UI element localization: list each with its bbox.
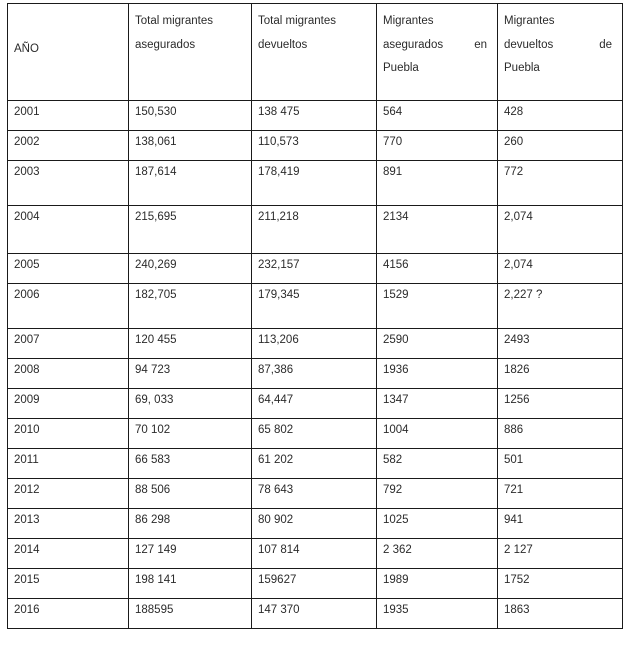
table-cell-total-asegurados: 70 102 [129, 418, 252, 448]
table-cell-puebla-devueltos: 428 [498, 101, 623, 131]
table-cell-puebla-asegurados: 4156 [377, 254, 498, 284]
table-cell-puebla-devueltos: 1752 [498, 568, 623, 598]
column-header-total-devueltos-line1: Total migrantes [258, 15, 336, 27]
column-header-total-asegurados-line2: asegurados [135, 38, 196, 51]
table-cell-total-devueltos: 211,218 [252, 205, 377, 254]
table-row [8, 358, 623, 388]
table-cell-year: 2006 [8, 284, 129, 329]
table-cell-puebla-devueltos: 772 [498, 161, 623, 206]
table-cell-puebla-devueltos: 501 [498, 448, 623, 478]
table-cell-total-devueltos: 138 475 [252, 101, 377, 131]
table-cell-total-devueltos: 110,573 [252, 131, 377, 161]
table-cell-year: 2014 [8, 538, 129, 568]
column-header-puebla-asegurados-line2: asegurados en [383, 38, 487, 51]
table-cell-puebla-devueltos: 1826 [498, 358, 623, 388]
table-row [8, 418, 623, 448]
table-cell-year: 2001 [8, 101, 129, 131]
table-cell-year: 2016 [8, 598, 129, 628]
table-cell-total-devueltos: 78 643 [252, 478, 377, 508]
column-header-puebla-devueltos-line3: Puebla [504, 62, 540, 75]
table-cell-total-asegurados: 127 149 [129, 538, 252, 568]
table-cell-total-asegurados: 86 298 [129, 508, 252, 538]
table-cell-year: 2009 [8, 388, 129, 418]
table-body [8, 101, 623, 629]
column-header-puebla-asegurados-line3: Puebla [383, 62, 419, 75]
table-cell-puebla-asegurados: 1936 [377, 358, 498, 388]
table-cell-puebla-asegurados: 891 [377, 161, 498, 206]
table-cell-total-asegurados: 150,530 [129, 101, 252, 131]
table-cell-total-devueltos: 113,206 [252, 328, 377, 358]
table-cell-total-devueltos: 107 814 [252, 538, 377, 568]
table-cell-puebla-asegurados: 564 [377, 101, 498, 131]
table-cell-puebla-asegurados: 1347 [377, 388, 498, 418]
table-cell-puebla-devueltos: 2,074 [498, 254, 623, 284]
table-cell-puebla-devueltos: 1256 [498, 388, 623, 418]
table-cell-total-devueltos: 64,447 [252, 388, 377, 418]
column-header-year-label: AÑO [14, 42, 39, 55]
table-cell-puebla-asegurados: 1935 [377, 598, 498, 628]
table-row [8, 478, 623, 508]
table-cell-total-devueltos: 179,345 [252, 284, 377, 329]
table-cell-puebla-asegurados: 582 [377, 448, 498, 478]
column-header-total-asegurados-line1: Total migrantes [135, 15, 213, 27]
table-cell-year: 2013 [8, 508, 129, 538]
table-cell-puebla-asegurados: 1529 [377, 284, 498, 329]
table-cell-puebla-asegurados: 1025 [377, 508, 498, 538]
table-cell-year: 2005 [8, 254, 129, 284]
migration-data-table [7, 3, 623, 629]
table-cell-total-devueltos: 87,386 [252, 358, 377, 388]
table-cell-total-asegurados: 66 583 [129, 448, 252, 478]
table-cell-year: 2007 [8, 328, 129, 358]
table-cell-puebla-devueltos: 2493 [498, 328, 623, 358]
table-cell-total-devueltos: 61 202 [252, 448, 377, 478]
table-row [8, 131, 623, 161]
table-cell-year: 2015 [8, 568, 129, 598]
table-cell-puebla-devueltos: 2,227 ? [498, 284, 623, 329]
column-header-year [8, 4, 129, 101]
table-cell-puebla-devueltos: 260 [498, 131, 623, 161]
table-row [8, 254, 623, 284]
table-row [8, 388, 623, 418]
table-cell-puebla-devueltos: 2,074 [498, 205, 623, 254]
table-cell-total-asegurados: 188595 [129, 598, 252, 628]
table-row [8, 161, 623, 206]
table-cell-year: 2002 [8, 131, 129, 161]
table-cell-year: 2004 [8, 205, 129, 254]
table-row [8, 205, 623, 254]
table-cell-total-asegurados: 120 455 [129, 328, 252, 358]
table-cell-total-asegurados: 69, 033 [129, 388, 252, 418]
table-cell-total-asegurados: 182,705 [129, 284, 252, 329]
table-cell-total-devueltos: 65 802 [252, 418, 377, 448]
table-cell-puebla-devueltos: 2 127 [498, 538, 623, 568]
column-header-total-devueltos-line2: devueltos [258, 38, 308, 51]
table-cell-year: 2003 [8, 161, 129, 206]
table-cell-puebla-asegurados: 1004 [377, 418, 498, 448]
table-cell-puebla-asegurados: 770 [377, 131, 498, 161]
table-header [8, 4, 623, 101]
table-cell-year: 2012 [8, 478, 129, 508]
table-cell-puebla-asegurados: 2 362 [377, 538, 498, 568]
column-header-total-asegurados [129, 4, 252, 101]
table-cell-total-asegurados: 240,269 [129, 254, 252, 284]
table-row [8, 568, 623, 598]
table-cell-total-devueltos: 147 370 [252, 598, 377, 628]
table-cell-total-asegurados: 138,061 [129, 131, 252, 161]
table-cell-puebla-devueltos: 1863 [498, 598, 623, 628]
table-cell-total-asegurados: 88 506 [129, 478, 252, 508]
table-row [8, 448, 623, 478]
table-cell-total-devueltos: 178,419 [252, 161, 377, 206]
table-cell-year: 2008 [8, 358, 129, 388]
table-cell-year: 2011 [8, 448, 129, 478]
table-row [8, 508, 623, 538]
table-cell-puebla-asegurados: 2134 [377, 205, 498, 254]
table-cell-total-devueltos: 232,157 [252, 254, 377, 284]
table-row [8, 284, 623, 329]
table-cell-total-asegurados: 198 141 [129, 568, 252, 598]
column-header-puebla-asegurados [377, 4, 498, 101]
table-cell-total-devueltos: 80 902 [252, 508, 377, 538]
column-header-total-devueltos [252, 4, 377, 101]
table-cell-puebla-devueltos: 886 [498, 418, 623, 448]
table-row [8, 598, 623, 628]
table-cell-puebla-asegurados: 792 [377, 478, 498, 508]
table-cell-total-asegurados: 94 723 [129, 358, 252, 388]
table-cell-total-devueltos: 159627 [252, 568, 377, 598]
migration-data-table-container [7, 3, 622, 629]
table-cell-total-asegurados: 187,614 [129, 161, 252, 206]
table-cell-puebla-asegurados: 2590 [377, 328, 498, 358]
table-cell-puebla-devueltos: 941 [498, 508, 623, 538]
column-header-puebla-devueltos [498, 4, 623, 101]
column-header-puebla-devueltos-line2: devueltos de [504, 38, 612, 51]
table-cell-total-asegurados: 215,695 [129, 205, 252, 254]
table-cell-puebla-asegurados: 1989 [377, 568, 498, 598]
table-row [8, 538, 623, 568]
table-cell-year: 2010 [8, 418, 129, 448]
table-cell-puebla-devueltos: 721 [498, 478, 623, 508]
column-header-puebla-asegurados-line1: Migrantes [383, 15, 434, 27]
table-row [8, 328, 623, 358]
table-header-row [8, 4, 623, 101]
column-header-puebla-devueltos-line1: Migrantes [504, 15, 555, 27]
table-row [8, 101, 623, 131]
